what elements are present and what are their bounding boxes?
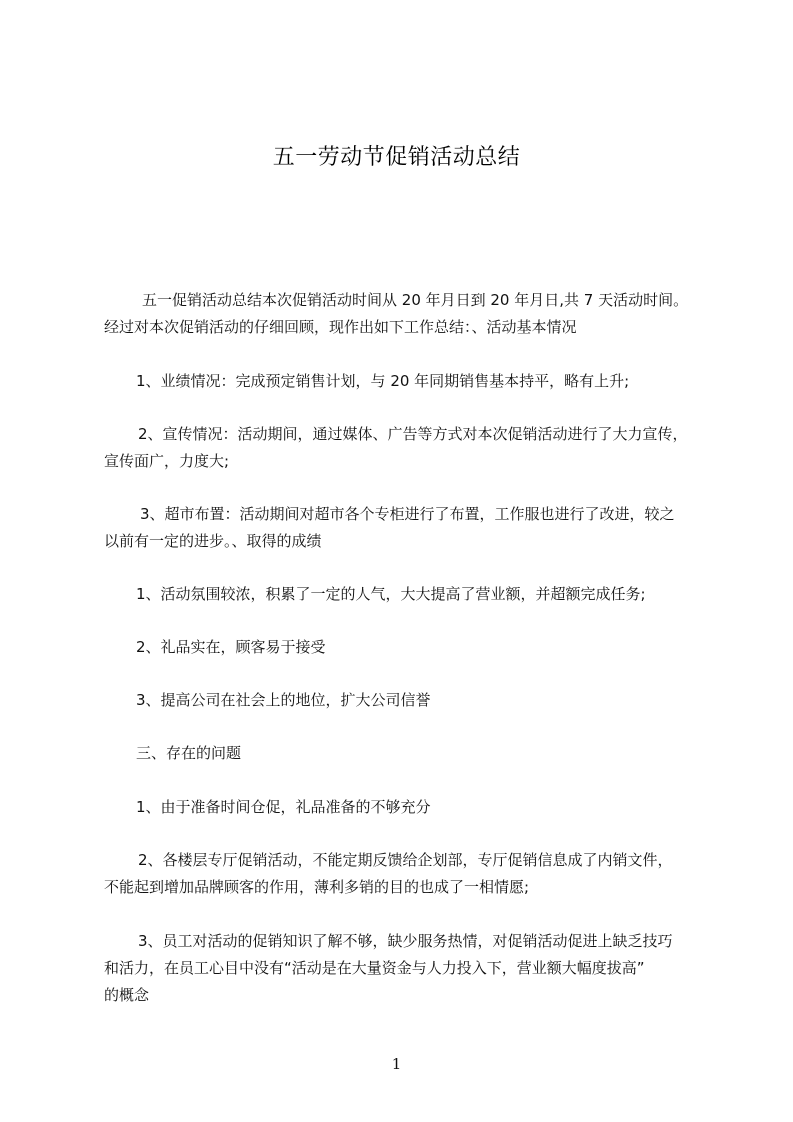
text-line: 3、员工对活动的促销知识了解不够，缺少服务热情，对促销活动促进上缺乏技巧 (138, 932, 673, 950)
text-line: 2、宣传情况：活动期间，通过媒体、广告等方式对本次促销活动进行了大力宣传， (138, 425, 688, 443)
section-heading-problems (104, 740, 724, 767)
paragraph-performance (104, 368, 724, 395)
text-line: 1、活动氛围较浓，积累了一定的人气，大大提高了营业额，并超额完成任务; (136, 585, 646, 603)
text-line: 3、超市布置：活动期间对超市各个专柜进行了布置，工作服也进行了改进，较之 (140, 505, 675, 523)
text-line: 1、业绩情况：完成预定销售计划，与 20 年同期销售基本持平，略有上升; (136, 372, 630, 390)
text-line: 三、存在的问题 (136, 744, 242, 762)
paragraph-achievement-1 (104, 581, 724, 608)
paragraph-problem-2 (104, 847, 724, 901)
paragraph-achievement-2 (104, 634, 724, 661)
text-line: 经过对本次促销活动的仔细回顾，现作出如下工作总结：、活动基本情况 (104, 318, 577, 336)
text-line: 以前有一定的进步。、取得的成绩 (104, 532, 322, 550)
paragraph-store-layout (104, 501, 724, 555)
paragraph-problem-3 (104, 928, 724, 1009)
text-line: 的概念 (104, 986, 150, 1004)
page-number: 1 (391, 1055, 402, 1073)
text-line: 和活力，在员工心目中没有“活动是在大量资金与人力投入下，营业额大幅度拔高” (104, 959, 645, 977)
paragraph-achievement-3 (104, 687, 724, 714)
paragraph-problem-1 (104, 794, 724, 821)
text-line: 1、由于准备时间仓促，礼品准备的不够充分 (136, 798, 431, 816)
paragraph-intro (104, 287, 724, 341)
text-line: 3、提高公司在社会上的地位，扩大公司信誉 (136, 691, 431, 709)
document-title: 五一劳动节促销活动总结 (272, 145, 521, 170)
text-line: 宣传面广，力度大; (104, 452, 230, 470)
text-line: 不能起到增加品牌顾客的作用，薄利多销的目的也成了一相情愿; (104, 878, 530, 896)
text-line: 2、各楼层专厅促销活动，不能定期反馈给企划部，专厅促销信息成了内销文件， (138, 851, 673, 869)
text-line: 五一促销活动总结本次促销活动时间从 20 年月日到 20 年月日,共 7 天活动时间。 (142, 291, 689, 309)
paragraph-promotion (104, 421, 724, 475)
text-line: 2、礼品实在，顾客易于接受 (136, 638, 326, 656)
